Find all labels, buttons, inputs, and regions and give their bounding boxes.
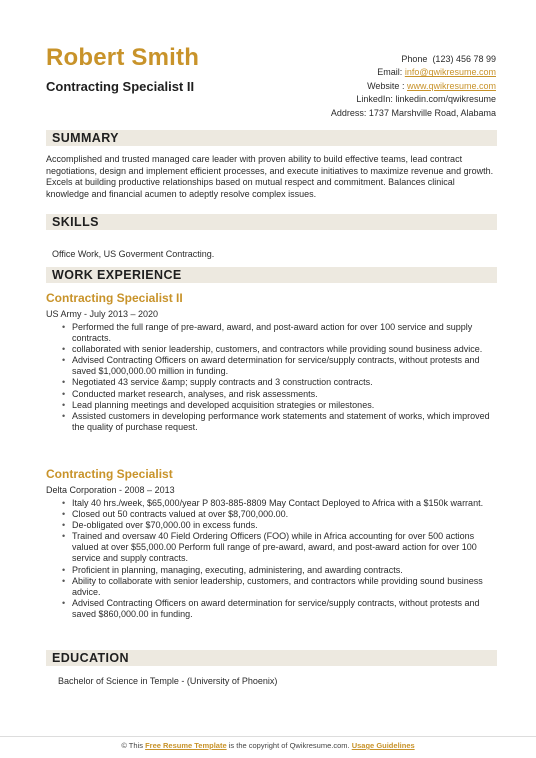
contact-phone: Phone (123) 456 78 99 [401,54,496,64]
usage-guidelines-link[interactable]: Usage Guidelines [351,741,415,750]
website-link[interactable]: www.qwikresume.com [406,80,496,91]
job-meta: Delta Corporation - 2008 – 2013 [46,485,175,495]
experience-heading: WORK EXPERIENCE [52,268,182,282]
list-item: • collaborated with senior leadership, customers, and contractors while providing sound business advice. [62,344,500,355]
contact-linkedin: LinkedIn: linkedin.com/qwikresume [356,94,496,105]
list-item: • Closed out 50 contracts valued at over $8,700,000.00. [62,509,500,520]
summary-text: Accomplished and trusted managed care leader with proven ability to build effective teams, lead contract negotiations, design and implement efficient processes, and execute initiatives to maximize revenue and growth. Excels at building productive relationships based on mutual respect and commitment. Balances clinical knowledge and financial acumen to adeptly resolve complex issues. [46,154,494,199]
linkedin-link[interactable]: linkedin.com/qwikresume [395,94,496,105]
list-item: • Assisted customers in developing performance work statements and statement of works, which improved the quality of purchase request. [62,411,500,433]
job-title: Contracting Specialist [46,467,173,481]
email-link[interactable]: info@qwikresume.com [404,67,496,78]
list-item: • Ability to collaborate with senior leadership, customers, and contractors while providing sound business advice. [62,576,500,598]
education-text: Bachelor of Science in Temple - (University of Phoenix) [58,676,278,686]
job-meta: US Army - July 2013 – 2020 [46,309,159,319]
candidate-role: Contracting Specialist II [46,79,195,94]
contact-website: Website : www.qwikresume.com [367,80,496,91]
footer-divider [0,736,536,737]
list-item: • Advised Contracting Officers on award determination for service/supply contracts, without protests and saved $1,000,000.00 million in funding. [62,355,500,377]
skills-heading: SKILLS [52,215,99,229]
job-bullets [62,322,500,433]
list-item: • Italy 40 hrs./week, $65,000/year P 803-885-8809 May Contact Deployed to Africa with a $150k warrant. [62,498,500,509]
list-item: • De-obligated over $70,000.00 in excess funds. [62,520,500,531]
skills-text: Office Work, US Goverment Contracting. [52,249,215,259]
list-item: • Lead planning meetings and developed acquisition strategies or milestones. [62,400,500,411]
list-item: • Conducted market research, analyses, and risk assessments. [62,389,500,400]
list-item: • Advised Contracting Officers on award determination for service/supply contracts, without protests and saved $860,000.00 in funding. [62,598,500,620]
candidate-name: Robert Smith [46,44,200,71]
contact-address: Address: 1737 Marshville Road, Alabama [330,107,496,118]
education-heading: EDUCATION [52,651,129,665]
job-title: Contracting Specialist II [46,291,183,305]
contact-email: Email: info@qwikresume.com [377,67,496,78]
contact-block [331,53,496,120]
footer: © This Free Resume Template is the copyright of Qwikresume.com. Usage Guidelines [121,741,415,750]
list-item: • Negotiated 43 service &amp; supply contracts and 3 construction contracts. [62,377,500,388]
job-bullets [62,498,500,620]
list-item: • Proficient in planning, managing, executing, administering, and awarding contracts. [62,565,500,576]
skills-section-bar [46,214,497,230]
free-resume-template-link[interactable]: Free Resume Template [145,741,227,750]
summary-heading: SUMMARY [52,131,119,145]
list-item: • Performed the full range of pre-award, award, and post-award action for over 100 service and supply contracts. [62,322,500,344]
list-item: • Trained and oversaw 40 Field Ordering Officers (FOO) while in Africa accounting for over 500 actions valued at over $55,000.00 Perform full range of pre-award, award, and post-award action for over 100 service and supply contracts. [62,531,500,564]
